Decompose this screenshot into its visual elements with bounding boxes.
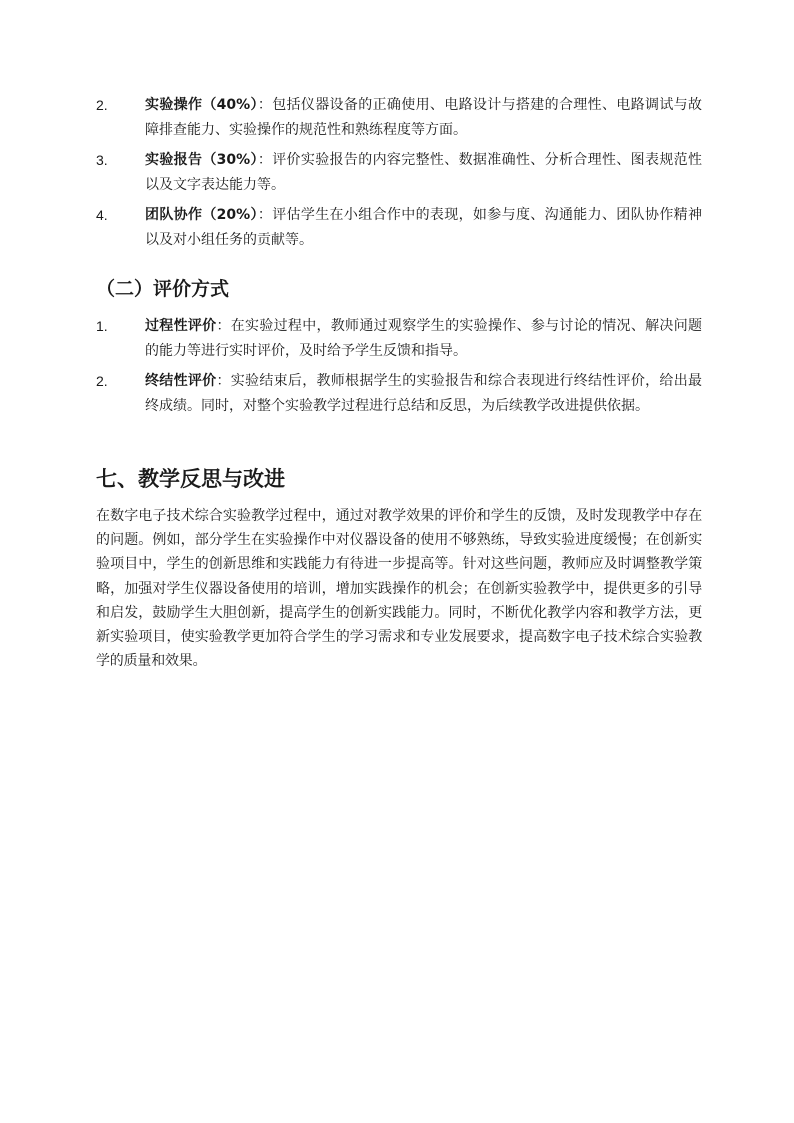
method-term: 过程性评价 <box>145 318 217 334</box>
criterion-description: ：包括仪器设备的正确使用、电路设计与搭建的合理性、电路调试与故障排查能力、实验操作的规范性和熟练程度等方面。 <box>145 97 702 138</box>
method-description: ：实验结束后，教师根据学生的实验报告和综合表现进行终结性评价，给出最终成绩。同时，对整个实验教学过程进行总结和反思，为后续教学改进提供依据。 <box>145 373 703 414</box>
list-item <box>96 369 702 418</box>
criterion-term: 实验操作（40%） <box>145 97 258 113</box>
list-number: 4. <box>96 207 108 223</box>
method-description: ：在实验过程中，教师通过观察学生的实验操作、参与讨论的情况、解决问题的能力等进行实时评价，及时给予学生反馈和指导。 <box>145 318 703 359</box>
list-number: 1. <box>96 318 108 334</box>
criterion-description: ：评估学生在小组合作中的表现，如参与度、沟通能力、团队协作精神以及对小组任务的贡献等。 <box>145 207 702 248</box>
list-number: 2. <box>96 373 108 389</box>
list-item <box>96 93 702 142</box>
section-heading-evaluation-method: （二）评价方式 <box>96 278 230 300</box>
list-item <box>96 203 702 252</box>
method-term: 终结性评价 <box>145 373 217 389</box>
evaluation-method-list <box>96 314 702 418</box>
list-item <box>96 148 702 197</box>
criterion-term: 实验报告（30%） <box>145 152 258 168</box>
list-number: 3. <box>96 152 108 168</box>
criterion-term: 团队协作（20%） <box>145 207 258 223</box>
section-heading-reflection: 七、教学反思与改进 <box>96 467 285 491</box>
list-item <box>96 314 702 363</box>
list-number: 2. <box>96 97 108 113</box>
reflection-paragraph: 在数字电子技术综合实验教学过程中，通过对教学效果的评价和学生的反馈，及时发现教学中存在的问题。例如，部分学生在实验操作中对仪器设备的使用不够熟练，导致实验进度缓慢；在创新实验项目中，学生的创新思维和实践能力有待进一步提高等。针对这些问题，教师应及时调整教学策略，加强对学生仪器设备使用的培训，增加实践操作的机会；在创新实验教学中，提供更多的引导和启发，鼓励学生大胆创新，提高学生的创新实践能力。同时，不断优化教学内容和教学方法，更新实验项目，使实验教学更加符合学生的学习需求和专业发展要求，提高数字电子技术综合实验教学的质量和效果。 <box>96 508 702 670</box>
criteria-list <box>96 93 702 252</box>
criterion-description: ：评价实验报告的内容完整性、数据准确性、分析合理性、图表规范性以及文字表达能力等。 <box>145 152 702 193</box>
